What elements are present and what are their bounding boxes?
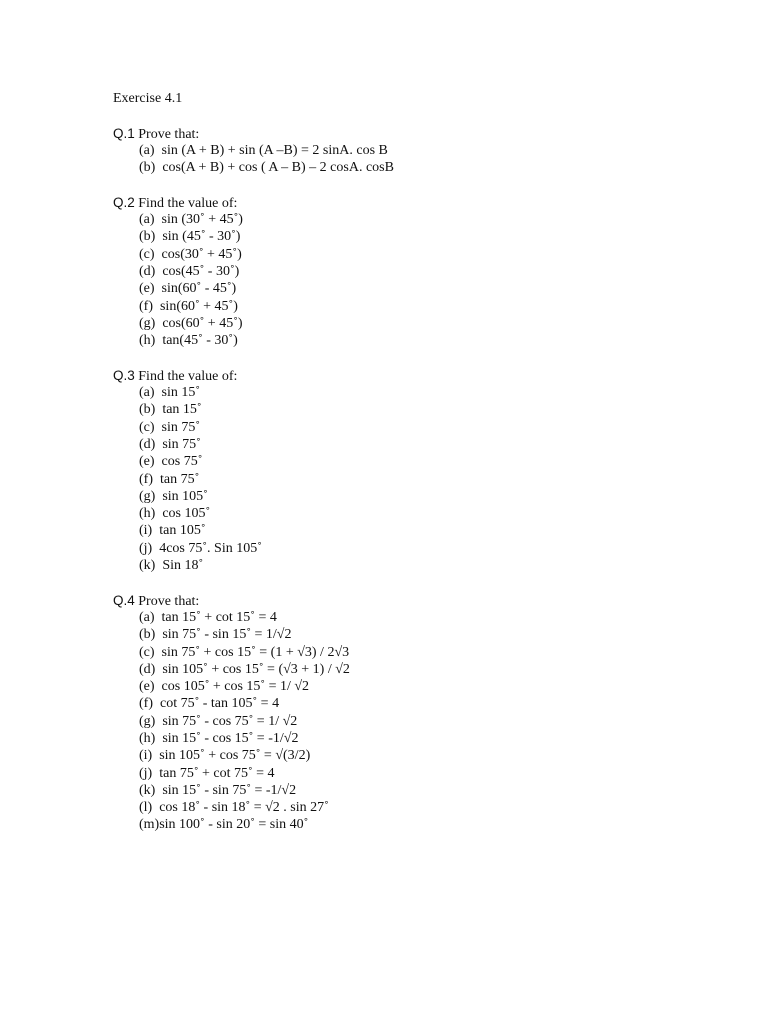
question-item: (l) cos 18˚ - sin 18˚ = √2 . sin 27˚ [139, 800, 329, 816]
question-item: (b) sin (45˚ - 30˚) [139, 229, 241, 245]
question-item: (b) sin 75˚ - sin 15˚ = 1/√2 [139, 627, 292, 643]
question-item: (b) cos(A + B) + cos ( A – B) – 2 cosA. cosB [139, 160, 394, 176]
question-prompt: Prove that: [134, 126, 200, 142]
question-item: (a) sin 15˚ [139, 385, 201, 401]
question-item: (m)sin 100˚ - sin 20˚ = sin 40˚ [139, 817, 309, 833]
question-item: (d) sin 105˚ + cos 15˚ = (√3 + 1) / √2 [139, 661, 350, 677]
question-items [113, 384, 713, 574]
question-2 [113, 194, 713, 350]
question-number: Q.1 [113, 125, 135, 141]
question-item: (f) cot 75˚ - tan 105˚ = 4 [139, 696, 280, 712]
question-items [113, 211, 713, 349]
question-4 [113, 592, 713, 834]
question-item: (h) tan(45˚ - 30˚) [139, 333, 238, 349]
question-item: (a) sin (30˚ + 45˚) [139, 212, 243, 228]
question-item: (k) Sin 18˚ [139, 558, 204, 574]
question-item: (g) sin 75˚ - cos 75˚ = 1/ √2 [139, 713, 298, 729]
question-number: Q.2 [113, 194, 135, 210]
question-item: (d) cos(45˚ - 30˚) [139, 263, 240, 279]
question-item: (c) sin 75˚ + cos 15˚ = (1 + √3) / 2√3 [139, 644, 350, 660]
question-item: (g) sin 105˚ [139, 488, 208, 504]
question-item: (d) sin 75˚ [139, 436, 201, 452]
question-item: (b) tan 15˚ [139, 402, 202, 418]
question-items [113, 609, 713, 834]
question-heading [113, 194, 713, 211]
question-item: (i) tan 105˚ [139, 523, 206, 539]
question-item: (e) sin(60˚ - 45˚) [139, 281, 237, 297]
question-prompt: Prove that: [134, 593, 200, 609]
question-item: (f) tan 75˚ [139, 471, 200, 487]
exercise-title: Exercise 4.1 [113, 91, 183, 106]
question-item: (e) cos 105˚ + cos 15˚ = 1/ √2 [139, 679, 310, 695]
question-number: Q.4 [113, 592, 135, 608]
question-items [113, 142, 713, 177]
question-item: (c) cos(30˚ + 45˚) [139, 246, 242, 262]
question-3 [113, 367, 713, 575]
question-item: (h) cos 105˚ [139, 506, 211, 522]
question-heading [113, 592, 713, 609]
question-heading [113, 125, 713, 142]
question-number: Q.3 [113, 367, 135, 383]
question-prompt: Find the value of: [134, 195, 238, 211]
question-item: (h) sin 15˚ - cos 15˚ = -1/√2 [139, 730, 299, 746]
question-1 [113, 125, 713, 177]
question-item: (i) sin 105˚ + cos 75˚ = √(3/2) [139, 748, 311, 764]
question-item: (f) sin(60˚ + 45˚) [139, 298, 238, 314]
question-item: (j) 4cos 75˚. Sin 105˚ [139, 540, 262, 556]
question-item: (c) sin 75˚ [139, 419, 201, 435]
question-item: (e) cos 75˚ [139, 454, 203, 470]
question-item: (g) cos(60˚ + 45˚) [139, 315, 243, 331]
question-item: (a) sin (A + B) + sin (A –B) = 2 sinA. cos B [139, 142, 388, 158]
question-heading [113, 367, 713, 384]
question-prompt: Find the value of: [134, 368, 238, 384]
question-item: (k) sin 15˚ - sin 75˚ = -1/√2 [139, 782, 297, 798]
document-page [113, 90, 713, 851]
question-item: (j) tan 75˚ + cot 75˚ = 4 [139, 765, 275, 781]
question-item: (a) tan 15˚ + cot 15˚ = 4 [139, 609, 277, 625]
